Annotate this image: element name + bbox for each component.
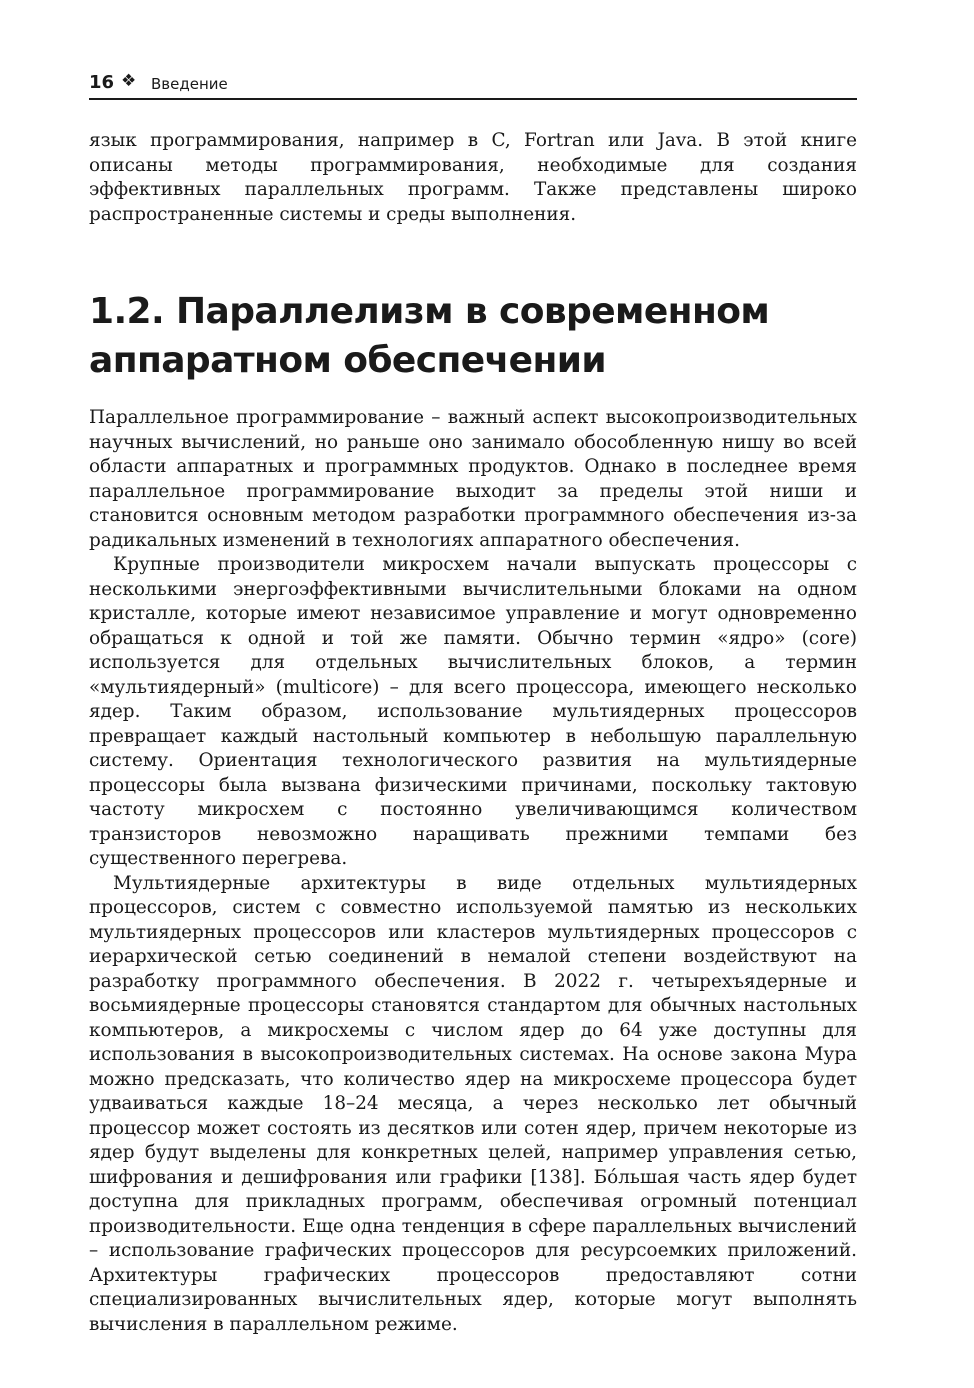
paragraph-1: Параллельное программирование – важный аспект высокопроизводительных научных вычислений, но раньше оно занимало обособленную нишу во всей области аппаратных и программных продуктов. Однако в последнее время параллельное программирование выходит за пределы этой ниши и становится основным методом разработки программного обеспечения из-за радикальных изменений в технологиях аппаратного обеспечения. xyxy=(89,407,857,551)
section-heading: 1.2. Параллелизм в современном аппаратном обеспечении xyxy=(89,291,770,381)
page-number: 16 xyxy=(89,72,115,93)
running-header xyxy=(89,70,857,100)
intro-paragraph: язык программирования, например в C, Fortran или Java. В этой книге описаны методы программирования, необходимые для создания эффективных параллельных программ. Также представлены широко распространенные системы и среды выполнения. xyxy=(89,130,857,225)
paragraph-2: Крупные производители микросхем начали выпускать процессоры с несколькими энергоэффективными вычислительными блоками на одном кристалле, которые имеют независимое управление и могут одновременно обращаться к одной и той же памяти. Обычно термин «ядро» (core) используется для отдельных вычислительных блоков, а термин «мультиядерный» (multicore) – для всего процессора, имеющего несколько ядер. Таким образом, использование мультиядерных процессоров превращает каждый настольный компьютер в небольшую параллельную систему. Ориентация технологического развития на мультиядерные процессоры была вызвана физическими причинами, поскольку тактовую частоту микросхем с постоянно увеличивающимся количеством транзисторов невозможно наращивать прежними темпами без существенного перегрева. xyxy=(89,554,857,869)
ornament-icon: ❖ xyxy=(121,71,137,91)
paragraph-3: Мультиядерные архитектуры в виде отдельных мультиядерных процессоров, систем с совместно используемой памятью из нескольких мультиядерных процессоров или кластеров мультиядерных процессоров с иерархической сетью соединений в немалой степени воздействуют на разработку программного обеспечения. В 2022 г. четырехъядерные и восьмиядерные процессоры становятся стандартом для обычных настольных компьютеров, а микросхемы с числом ядер до 64 уже доступны для использования в высокопроизводительных системах. На основе закона Мура можно предсказать, что количество ядер на микросхеме процессора будет удваиваться каждые 18–24 месяца, а через несколько лет обычный процессор может состоять из десятков или сотен ядер, причем некоторые из ядер будут выделены для конкретных целей, например управления сетью, шифрования и дешифрования или графики [138]. Бóльшая часть ядер будет доступна для прикладных программ, обеспечивая огромный потенциал производительности. Еще одна тенденция в сфере параллельных вычислений – использование графических процессоров для ресурсоемких приложений. Архитектуры графических процессоров предоставляют сотни специализированных вычислительных ядер, которые могут выполнять вычисления в параллельном режиме. xyxy=(89,872,857,1335)
running-header-section: Введение xyxy=(151,75,228,93)
intro-text xyxy=(89,129,857,227)
section-body xyxy=(89,406,857,1337)
